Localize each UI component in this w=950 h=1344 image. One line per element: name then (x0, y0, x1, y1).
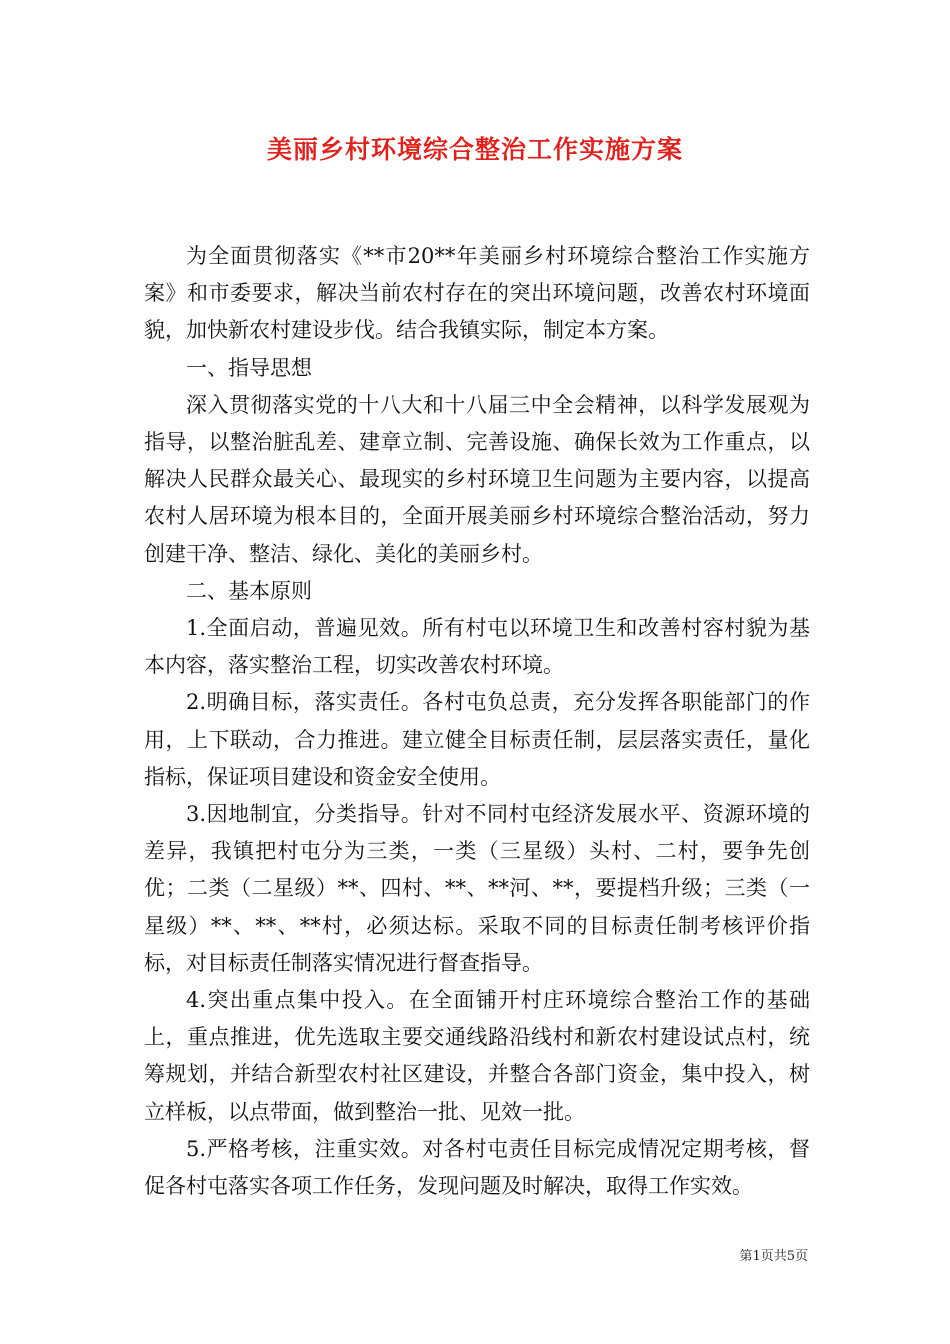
guiding-ideology-paragraph: 深入贯彻落实党的十八大和十八届三中全会精神，以科学发展观为指导，以整治脏乱差、建章立制、完善设施、确保长效为工作重点，以解决人民群众最关心、最现实的乡村环境卫生问题为主要内容，以提高农村人居环境为根本目的，全面开展美丽乡村环境综合整治活动，努力创建干净、整洁、绿化、美化的美丽乡村。 (144, 392, 810, 566)
principle-5-paragraph: 5.严格考核，注重实效。对各村屯责任目标完成情况定期考核，督促各村屯落实各项工作任务，发现问题及时解决，取得工作实效。 (144, 1136, 810, 1199)
section-heading-guiding-ideology: 一、指导思想 (186, 355, 312, 380)
principle-3-paragraph: 3.因地制宜，分类指导。针对不同村屯经济发展水平、资源环境的差异，我镇把村屯分为三类，一类（三星级）头村、二村，要争先创优；二类（二星级）**、四村、**、**河、**，要提档升级；三类（一星级）**、**、**村，必须达标。采取不同的目标责任制考核评价指标，对目标责任制落实情况进行督查指导。 (144, 802, 810, 975)
principle-4-paragraph: 4.突出重点集中投入。在全面铺开村庄环境综合整治工作的基础上，重点推进，优先选取主要交通线路沿线村和新农村建设试点村，统筹规划，并结合新型农村社区建设，并整合各部门资金，集中投入，树立样板，以点带面，做到整治一批、见效一批。 (144, 988, 810, 1124)
page-number: 第1页共5页 (739, 1249, 808, 1264)
intro-paragraph: 为全面贯彻落实《**市20**年美丽乡村环境综合整治工作实施方案》和市委要求，解决当前农村存在的突出环境问题，改善农村环境面貌，加快新农村建设步伐。结合我镇实际，制定本方案。 (144, 244, 810, 343)
principle-1-paragraph: 1.全面启动，普遍见效。所有村屯以环境卫生和改善村容村貌为基本内容，落实整治工程，切实改善农村环境。 (144, 616, 810, 678)
section-heading-basic-principles: 二、基本原则 (186, 578, 312, 603)
principle-2-paragraph: 2.明确目标，落实责任。各村屯负总责，充分发挥各职能部门的作用，上下联动，合力推进。建立健全目标责任制，层层落实责任，量化指标，保证项目建设和资金安全使用。 (144, 690, 810, 789)
document-body (144, 238, 810, 1205)
document-title: 美丽乡村环境综合整治工作实施方案 (266, 135, 683, 164)
